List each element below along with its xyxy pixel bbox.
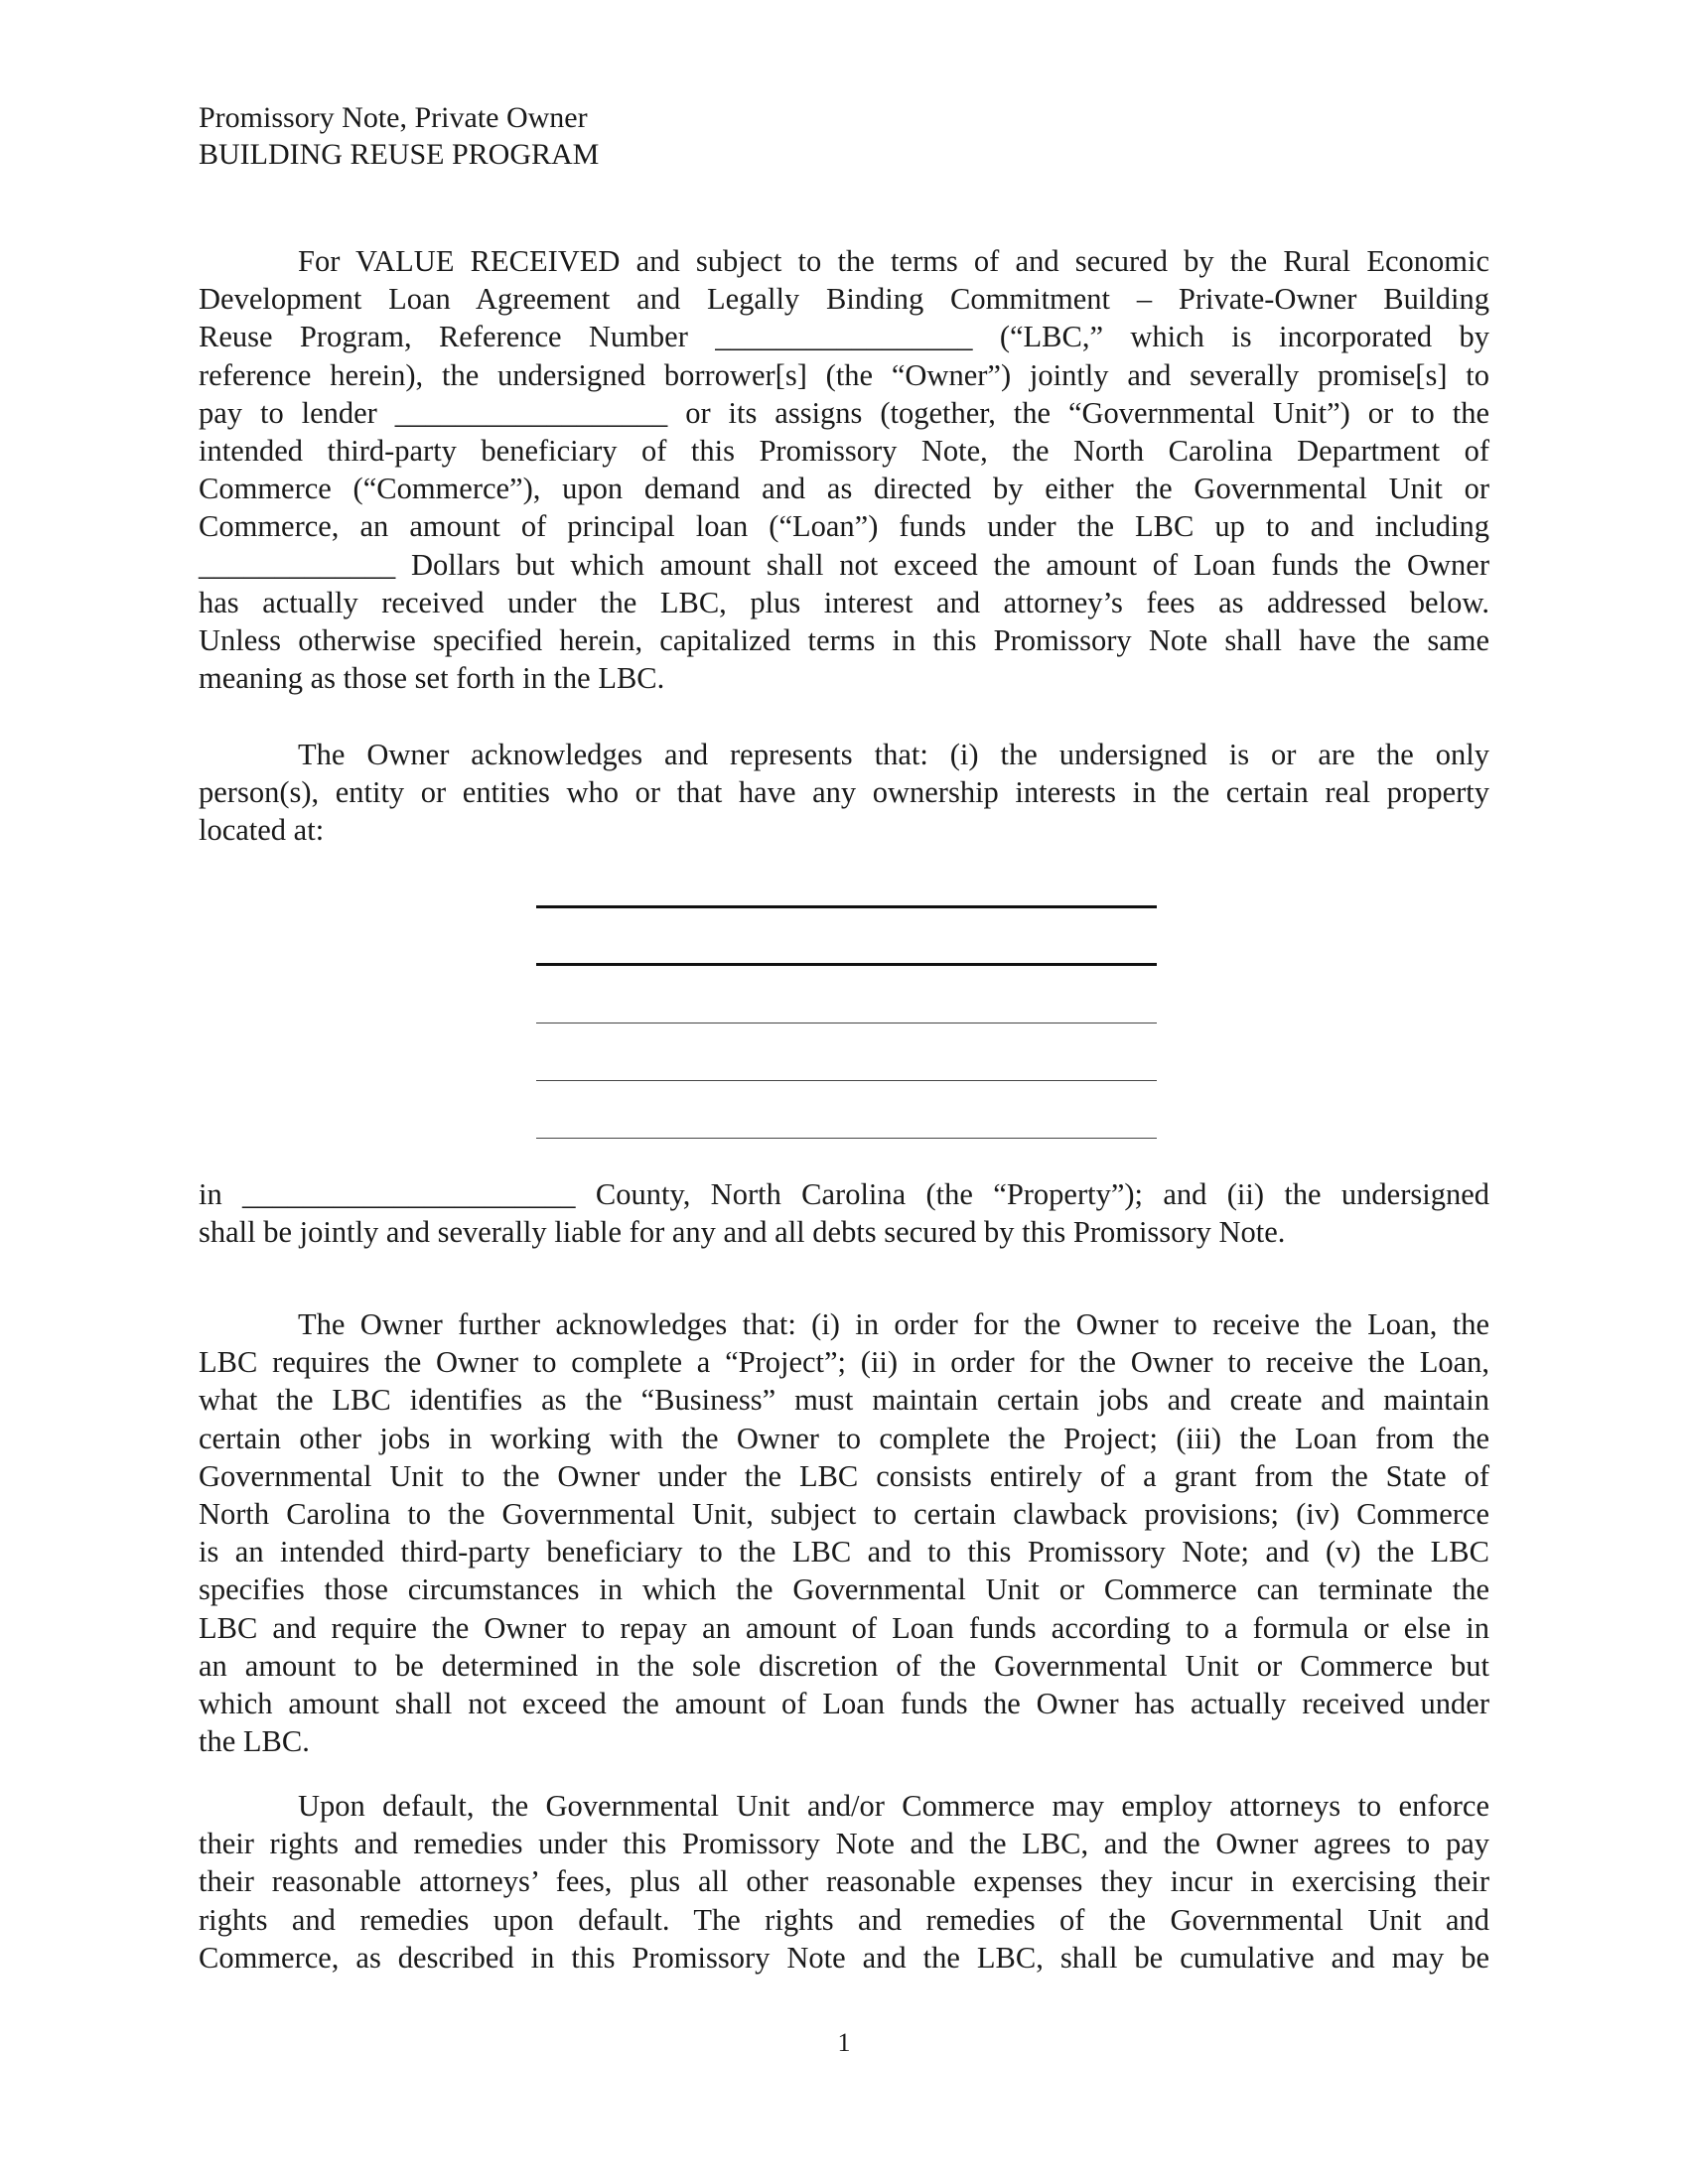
paragraph-line: reference herein), the undersigned borrower[s] (the “Owner”) jointly and severally promise[s] to: [199, 357, 1489, 392]
header-program-name: BUILDING REUSE PROGRAM: [199, 138, 600, 171]
paragraph-line: Upon default, the Governmental Unit and/or Commerce may employ attorneys to enforce: [298, 1789, 1489, 1823]
paragraph-line: their reasonable attorneys’ fees, plus all other reasonable expenses they incur in exercising their: [199, 1864, 1489, 1899]
paragraph-line: The Owner further acknowledges that: (i) in order for the Owner to receive the Loan, the: [298, 1307, 1489, 1341]
property-address-line: [536, 905, 1157, 908]
paragraph-line: LBC requires the Owner to complete a “Project”; (ii) in order for the Owner to receive the Loan,: [199, 1345, 1489, 1380]
paragraph-line: is an intended third-party beneficiary to the LBC and to this Promissory Note; and (v) the LBC: [199, 1535, 1489, 1570]
paragraph-line: shall be jointly and severally liable for any and all debts secured by this Promissory Note.: [199, 1215, 1286, 1250]
paragraph-line: in ______________________ County, North Carolina (the “Property”); and (ii) the undersigned: [199, 1177, 1489, 1211]
paragraph-line: pay to lender __________________ or its assigns (together, the “Governmental Unit”) or to the: [199, 395, 1489, 430]
paragraph-value-received: [199, 242, 1489, 697]
paragraph-line: meaning as those set forth in the LBC.: [199, 661, 665, 696]
paragraph-line: Reuse Program, Reference Number _________________ (“LBC,” which is incorporated by: [199, 320, 1489, 354]
paragraph-line: Commerce, an amount of principal loan (“Loan”) funds under the LBC up to and including: [199, 509, 1489, 544]
paragraph-line: The Owner acknowledges and represents that: (i) the undersigned is or are the only: [298, 738, 1489, 771]
paragraph-line: Development Loan Agreement and Legally Binding Commitment – Private-Owner Building: [199, 282, 1489, 317]
paragraph-line: For VALUE RECEIVED and subject to the terms of and secured by the Rural Economic: [298, 244, 1489, 278]
paragraph-upon-default: [199, 1787, 1489, 1977]
page-number: 1: [837, 2028, 851, 2057]
paragraph-line: which amount shall not exceed the amount of Loan funds the Owner has actually received under: [199, 1687, 1489, 1721]
property-address-line: [536, 1023, 1157, 1024]
paragraph-line: located at:: [199, 813, 325, 848]
paragraph-line: specifies those circumstances in which the Governmental Unit or Commerce can terminate the: [199, 1572, 1489, 1607]
paragraph-county: [199, 1175, 1489, 1251]
property-address-line: [536, 963, 1157, 966]
document-header: [199, 99, 599, 173]
property-address-line: [536, 1080, 1157, 1081]
paragraph-line: an amount to be determined in the sole discretion of the Governmental Unit or Commerce but: [199, 1648, 1489, 1683]
paragraph-line: intended third-party beneficiary of this Promissory Note, the North Carolina Department of: [199, 434, 1489, 469]
paragraph-line: North Carolina to the Governmental Unit, subject to certain clawback provisions; (iv) Commerce: [199, 1497, 1489, 1532]
header-title: Promissory Note, Private Owner: [199, 101, 588, 134]
paragraph-line: the LBC.: [199, 1724, 310, 1759]
paragraph-line: rights and remedies upon default. The rights and remedies of the Governmental Unit and: [199, 1902, 1489, 1937]
paragraph-line: _____________ Dollars but which amount shall not exceed the amount of Loan funds the Owner: [199, 547, 1489, 582]
property-address-line: [536, 1138, 1157, 1139]
paragraph-line: LBC and require the Owner to repay an amount of Loan funds according to a formula or else in: [199, 1610, 1489, 1645]
paragraph-line: has actually received under the LBC, plus interest and attorney’s fees as addressed below.: [199, 585, 1489, 619]
paragraph-line: person(s), entity or entities who or that have any ownership interests in the certain real property: [199, 775, 1489, 810]
paragraph-owner-represents: [199, 736, 1489, 850]
paragraph-line: Commerce, as described in this Promissory Note and the LBC, shall be cumulative and may be: [199, 1940, 1489, 1975]
paragraph-line: certain other jobs in working with the Owner to complete the Project; (iii) the Loan from the: [199, 1421, 1489, 1455]
paragraph-line: what the LBC identifies as the “Business” must maintain certain jobs and create and maintain: [199, 1383, 1489, 1418]
paragraph-line: their rights and remedies under this Promissory Note and the LBC, and the Owner agrees to pay: [199, 1827, 1489, 1861]
paragraph-further-acknowledges: [199, 1305, 1489, 1760]
paragraph-line: Governmental Unit to the Owner under the LBC consists entirely of a grant from the State of: [199, 1458, 1489, 1493]
paragraph-line: Unless otherwise specified herein, capitalized terms in this Promissory Note shall have the same: [199, 623, 1489, 658]
paragraph-line: Commerce (“Commerce”), upon demand and as directed by either the Governmental Unit or: [199, 472, 1489, 506]
